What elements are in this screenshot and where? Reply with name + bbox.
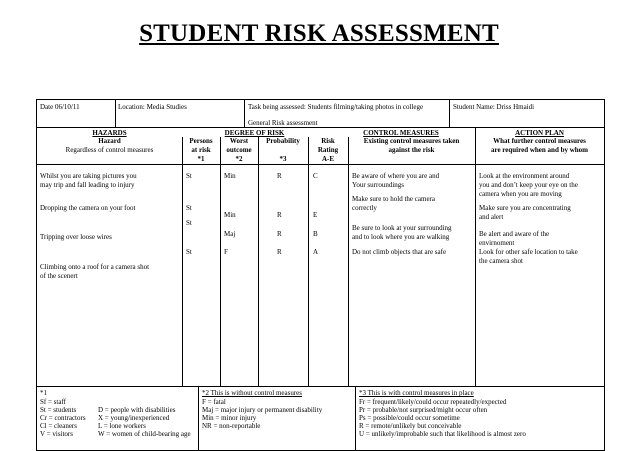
persons-cell: St: [186, 219, 192, 227]
student-name-field: Student Name: Driss Hmaidi: [453, 103, 535, 111]
worst-outcome-cell: F: [224, 248, 228, 256]
action-plan-heading: ACTION PLAN: [515, 129, 564, 137]
probability-cell: R: [277, 172, 282, 180]
divider: [220, 137, 221, 386]
risk-rating-header: Risk: [321, 137, 335, 145]
key-persons-line: Sf = staff: [40, 398, 66, 406]
key-probability-line: Pr = probable/not surprised/might occur often: [359, 406, 488, 414]
general-assessment-label: General Risk assessment: [248, 119, 318, 127]
persons-header: Persons: [189, 137, 213, 145]
existing-controls-header: Existing control measures taken: [363, 137, 460, 145]
hazards-heading: HAZARDS: [92, 129, 127, 137]
key-persons-line: W = women of child-bearing age: [98, 430, 191, 438]
key-probability-line: Ps = possible/could occur sometime: [359, 414, 460, 422]
persons-header: at risk: [191, 146, 211, 154]
worst-outcome-header: *2: [235, 155, 243, 163]
key-persons-heading: *1: [40, 389, 47, 397]
probability-header: *3: [279, 155, 287, 163]
control-measure-cell: Make sure to hold the camera: [352, 195, 435, 203]
action-plan-cell: the camera shot: [479, 257, 523, 265]
hazard-header: Hazard: [98, 137, 121, 145]
key-outcome-line: Maj = major injury or permanent disability: [202, 406, 323, 414]
key-probability-line: Fr = frequent/likely/could occur repeatedly/expected: [359, 398, 507, 406]
action-plan-cell: Make sure you are concentrating: [479, 204, 571, 212]
persons-header: *1: [197, 155, 205, 163]
divider: [182, 137, 183, 386]
worst-outcome-cell: Min: [224, 172, 236, 180]
worst-outcome-header: Worst: [229, 137, 249, 145]
hazard-cell: may trip and fall leading to injury: [40, 181, 135, 189]
risk-rating-cell: A: [313, 248, 319, 256]
risk-rating-cell: C: [313, 172, 318, 180]
key-probability-heading: *3 This is with control measures in place: [359, 389, 474, 397]
hazard-cell: Tripping over loose wires: [40, 233, 112, 241]
worst-outcome-header: outcome: [226, 146, 252, 154]
risk-assessment-table: [36, 99, 605, 451]
worst-outcome-cell: Min: [224, 211, 236, 219]
degree-of-risk-heading: DEGREE OF RISK: [224, 129, 285, 137]
action-plan-cell: you and don’t keep your eye on the: [479, 181, 578, 189]
divider: [115, 100, 116, 127]
divider: [37, 164, 604, 165]
control-measure-cell: Be sure to look at your surrounding: [352, 224, 452, 232]
divider: [308, 137, 309, 386]
further-controls-header: are required when and by whom: [490, 146, 589, 154]
worst-outcome-cell: Maj: [224, 230, 236, 238]
key-persons-line: St = students: [40, 406, 77, 414]
hazard-subheader: Regardless of control measures: [65, 146, 154, 154]
action-plan-cell: Be alert and aware of the: [479, 230, 550, 238]
divider: [348, 137, 349, 386]
key-persons-line: Cl = cleaners: [40, 422, 77, 430]
key-probability-line: R = remote/unlikely but conceivable: [359, 422, 462, 430]
key-outcome-line: Min = minor injury: [202, 414, 257, 422]
location-field: Location: Media Studies: [118, 103, 187, 111]
hazard-cell: of the scenert: [40, 272, 78, 280]
divider: [37, 127, 604, 128]
risk-rating-cell: E: [313, 211, 318, 219]
key-outcome-line: F = fatal: [202, 398, 226, 406]
key-persons-line: Cr = contractors: [40, 414, 86, 422]
hazard-cell: Whilst you are taking pictures you: [40, 172, 137, 180]
persons-cell: St: [186, 172, 192, 180]
action-plan-cell: Look for other safe location to take: [479, 248, 578, 256]
key-persons-line: L = lone workers: [98, 422, 146, 430]
action-plan-cell: envirnoment: [479, 239, 515, 247]
probability-cell: R: [277, 230, 282, 238]
divider: [244, 100, 245, 127]
control-measure-cell: Do not climb objects that are safe: [352, 248, 447, 256]
risk-rating-cell: B: [313, 230, 318, 238]
date-field: Date 06/10/11: [40, 103, 80, 111]
persons-cell: St: [186, 204, 192, 212]
probability-cell: R: [277, 248, 282, 256]
control-measure-cell: Be aware of where you are and: [352, 172, 440, 180]
control-measure-cell: Your surroundings: [352, 181, 404, 189]
key-probability-line: U = unlikely/improbable such that likelihood is almost zero: [359, 430, 526, 438]
divider: [475, 127, 476, 386]
action-plan-cell: camera when you are moving: [479, 190, 562, 198]
probability-header: Probability: [266, 137, 300, 145]
action-plan-cell: Look at the environment around: [479, 172, 570, 180]
persons-cell: St: [186, 248, 192, 256]
divider: [258, 137, 259, 386]
divider: [355, 386, 356, 450]
key-persons-line: D = people with disabilities: [98, 406, 176, 414]
divider: [449, 100, 450, 127]
key-outcome-heading: *2 This is without control measures: [202, 389, 302, 397]
hazard-cell: Dropping the camera on your foot: [40, 204, 136, 212]
key-persons-line: V = visitors: [40, 430, 73, 438]
further-controls-header: What further control measures: [493, 137, 586, 145]
hazard-cell: Climbing onto a roof for a camera shot: [40, 263, 150, 271]
probability-cell: R: [277, 211, 282, 219]
page-title: STUDENT RISK ASSESSMENT: [139, 20, 499, 47]
risk-rating-header: A-E: [321, 155, 335, 163]
divider: [198, 386, 199, 450]
task-field: Task being assessed: Students filming/taking photos in college: [248, 103, 424, 111]
divider: [37, 386, 604, 387]
risk-rating-header: Rating: [317, 146, 339, 154]
control-measures-heading: CONTROL MEASURES: [363, 129, 439, 137]
action-plan-cell: and alert: [479, 213, 504, 221]
control-measure-cell: and to look where you are walking: [352, 233, 450, 241]
existing-controls-header: against the risk: [388, 146, 435, 154]
key-outcome-line: NR = non-reportable: [202, 422, 261, 430]
control-measure-cell: correctly: [352, 204, 377, 212]
key-persons-line: X = young/inexperienced: [98, 414, 170, 422]
